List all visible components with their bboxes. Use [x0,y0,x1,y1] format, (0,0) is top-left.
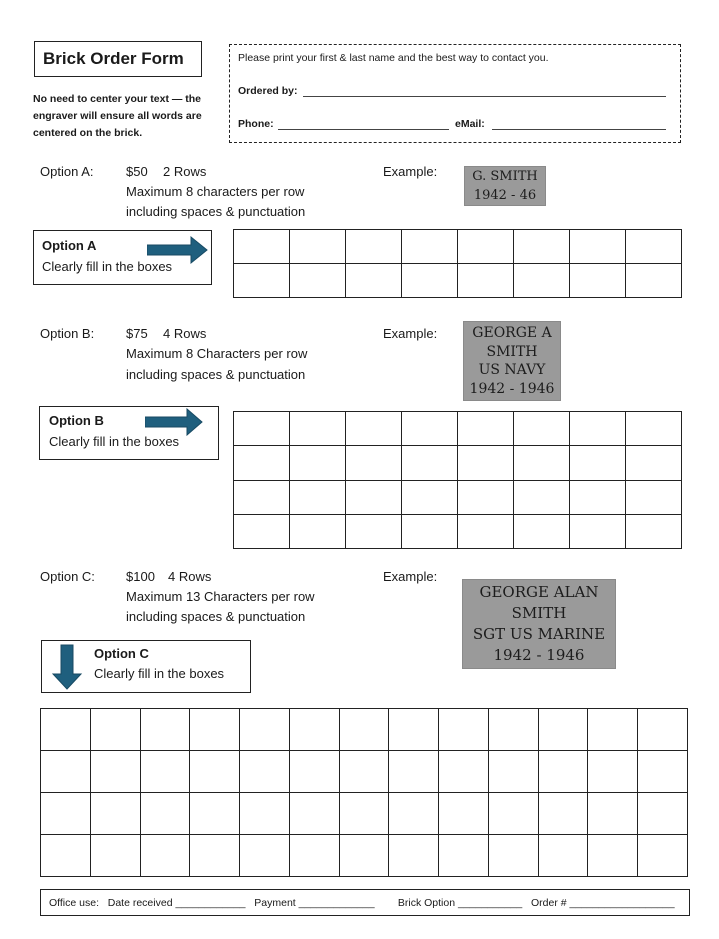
letter-box[interactable] [514,480,570,514]
option-b-entry-grid[interactable] [233,411,682,549]
letter-box[interactable] [402,514,458,548]
letter-box[interactable] [389,709,439,751]
letter-box[interactable] [538,835,588,877]
letter-box[interactable] [240,751,290,793]
letter-box[interactable] [570,264,626,298]
letter-box[interactable] [458,412,514,446]
letter-box[interactable] [289,709,339,751]
letter-box[interactable] [190,835,240,877]
option-b-max: Maximum 8 Characters per row [126,346,308,361]
option-a-instruction-box [33,230,212,285]
letter-box[interactable] [346,264,402,298]
letter-box[interactable] [488,751,538,793]
letter-box[interactable] [290,514,346,548]
grid-row [234,412,682,446]
example-line: GEORGE ALAN [479,583,599,601]
option-a-rows: 2 Rows [163,164,207,179]
letter-box[interactable] [458,514,514,548]
option-b-box-subtitle: Clearly fill in the boxes [49,434,180,449]
letter-box[interactable] [41,793,91,835]
letter-box[interactable] [389,835,439,877]
letter-box[interactable] [140,793,190,835]
option-c-label: Option C: [40,569,95,584]
letter-box[interactable] [240,835,290,877]
letter-box[interactable] [458,480,514,514]
letter-box[interactable] [588,793,638,835]
letter-box[interactable] [90,835,140,877]
office-use-box: Office use: Date received ____________ Payment _____________ Brick Option ___________ Order # __________________ [40,889,690,916]
example-line: SMITH [486,343,538,360]
option-a-max: Maximum 8 characters per row [126,184,305,199]
letter-box[interactable] [402,230,458,264]
letter-box[interactable] [90,793,140,835]
option-c-price: $100 [126,569,155,584]
letter-box[interactable] [514,514,570,548]
letter-box[interactable] [514,264,570,298]
letter-box[interactable] [41,709,91,751]
option-b-instruction-box [39,406,219,460]
letter-box[interactable] [290,480,346,514]
option-b-info [0,324,719,384]
letter-box[interactable] [488,835,538,877]
letter-box[interactable] [240,709,290,751]
example-line: 1942 - 1946 [493,646,585,664]
letter-box[interactable] [570,480,626,514]
letter-box[interactable] [140,709,190,751]
letter-box[interactable] [538,709,588,751]
option-a-entry-grid[interactable] [233,229,682,298]
letter-box[interactable] [234,514,290,548]
form-title: Brick Order Form [34,41,202,77]
option-c-rows: 4 Rows [168,569,212,584]
letter-box[interactable] [346,230,402,264]
letter-box[interactable] [458,446,514,480]
letter-box[interactable] [234,264,290,298]
example-line: 1942 - 1946 [469,380,555,397]
option-a-including: including spaces & punctuation [126,204,306,219]
letter-box[interactable] [402,446,458,480]
letter-box[interactable] [90,751,140,793]
option-a-price: $50 [126,164,148,179]
letter-box[interactable] [538,751,588,793]
phone-field[interactable] [278,129,449,130]
letter-box[interactable] [389,793,439,835]
letter-box[interactable] [570,514,626,548]
letter-box[interactable] [488,709,538,751]
letter-box[interactable] [339,793,389,835]
centering-note: No need to center your text — the engraver will ensure all words are centered on the brick. [33,93,202,139]
contact-box [229,44,681,143]
arrow-right-icon [147,235,209,265]
example-line: SMITH [511,604,567,622]
letter-box[interactable] [538,793,588,835]
letter-box[interactable] [638,793,688,835]
letter-box[interactable] [190,793,240,835]
option-c-including: including spaces & punctuation [126,609,306,624]
letter-box[interactable] [339,751,389,793]
letter-box[interactable] [626,446,682,480]
letter-box[interactable] [140,835,190,877]
letter-box[interactable] [234,230,290,264]
letter-box[interactable] [570,230,626,264]
option-b-label: Option B: [40,326,95,341]
grid-row [234,480,682,514]
example-line: GEORGE A [472,325,552,341]
letter-box[interactable] [339,709,389,751]
letter-box[interactable] [290,412,346,446]
option-a-box-subtitle: Clearly fill in the boxes [42,259,173,274]
letter-box[interactable] [402,264,458,298]
letter-box[interactable] [570,446,626,480]
option-b-box-title: Option B [49,413,104,428]
ordered-by-field[interactable] [303,96,666,97]
grid-row [234,446,682,480]
letter-box[interactable] [41,751,91,793]
option-a-info [0,162,719,222]
letter-box[interactable] [458,264,514,298]
option-c-entry-grid[interactable] [40,708,688,877]
option-a-label: Option A: [40,164,94,179]
letter-box[interactable] [514,230,570,264]
option-b-example-brick [463,321,561,401]
example-line: 1942 - 46 [473,188,537,203]
option-b-price: $75 [126,326,148,341]
letter-box[interactable] [626,480,682,514]
option-c-instruction-box [41,640,251,693]
letter-box[interactable] [626,230,682,264]
grid-row [41,709,688,751]
email-field[interactable] [492,129,666,130]
option-b-including: including spaces & punctuation [126,367,306,382]
letter-box[interactable] [588,751,638,793]
letter-box[interactable] [514,446,570,480]
option-b-rows: 4 Rows [163,326,207,341]
example-line: G. SMITH [472,169,538,184]
letter-box[interactable] [488,793,538,835]
letter-box[interactable] [90,709,140,751]
letter-box[interactable] [638,751,688,793]
letter-box[interactable] [234,412,290,446]
letter-box[interactable] [402,412,458,446]
letter-box[interactable] [289,793,339,835]
letter-box[interactable] [290,230,346,264]
letter-box[interactable] [339,835,389,877]
letter-box[interactable] [41,835,91,877]
letter-box[interactable] [588,709,638,751]
grid-row [41,835,688,877]
letter-box[interactable] [289,835,339,877]
letter-box[interactable] [190,751,240,793]
letter-box[interactable] [626,412,682,446]
grid-row [234,230,682,264]
grid-row [234,264,682,298]
option-b-example-label: Example: [383,326,438,341]
letter-box[interactable] [240,793,290,835]
option-a-example-brick [464,166,546,206]
letter-box[interactable] [389,751,439,793]
ordered-by-label: Ordered by: [238,85,298,97]
grid-row [41,793,688,835]
letter-box[interactable] [234,446,290,480]
option-c-max: Maximum 13 Characters per row [126,589,315,604]
letter-box[interactable] [570,412,626,446]
option-c-example-label: Example: [383,569,438,584]
contact-intro: Please print your first & last name and the best way to contact you. [238,52,549,64]
grid-row [234,514,682,548]
grid-row [41,751,688,793]
letter-box[interactable] [514,412,570,446]
letter-box[interactable] [402,480,458,514]
letter-box[interactable] [346,514,402,548]
letter-box[interactable] [346,480,402,514]
letter-box[interactable] [638,835,688,877]
letter-box[interactable] [289,751,339,793]
letter-box[interactable] [638,709,688,751]
example-line: SGT US MARINE [472,625,606,643]
letter-box[interactable] [626,264,682,298]
letter-box[interactable] [190,709,240,751]
letter-box[interactable] [439,751,489,793]
letter-box[interactable] [439,835,489,877]
letter-box[interactable] [458,230,514,264]
letter-box[interactable] [346,446,402,480]
letter-box[interactable] [140,751,190,793]
option-c-box-title: Option C [94,646,149,661]
letter-box[interactable] [290,446,346,480]
option-a-box-title: Option A [42,238,97,253]
example-line: US NAVY [478,362,546,378]
letter-box[interactable] [439,709,489,751]
letter-box[interactable] [346,412,402,446]
email-label: eMail: [455,118,485,130]
letter-box[interactable] [626,514,682,548]
letter-box[interactable] [588,835,638,877]
letter-box[interactable] [439,793,489,835]
arrow-down-icon [52,644,84,691]
option-c-example-brick [462,579,616,669]
phone-label: Phone: [238,118,274,130]
letter-box[interactable] [234,480,290,514]
letter-box[interactable] [290,264,346,298]
arrow-right-icon [145,408,205,436]
option-a-example-label: Example: [383,164,438,179]
option-c-box-subtitle: Clearly fill in the boxes [94,666,225,681]
